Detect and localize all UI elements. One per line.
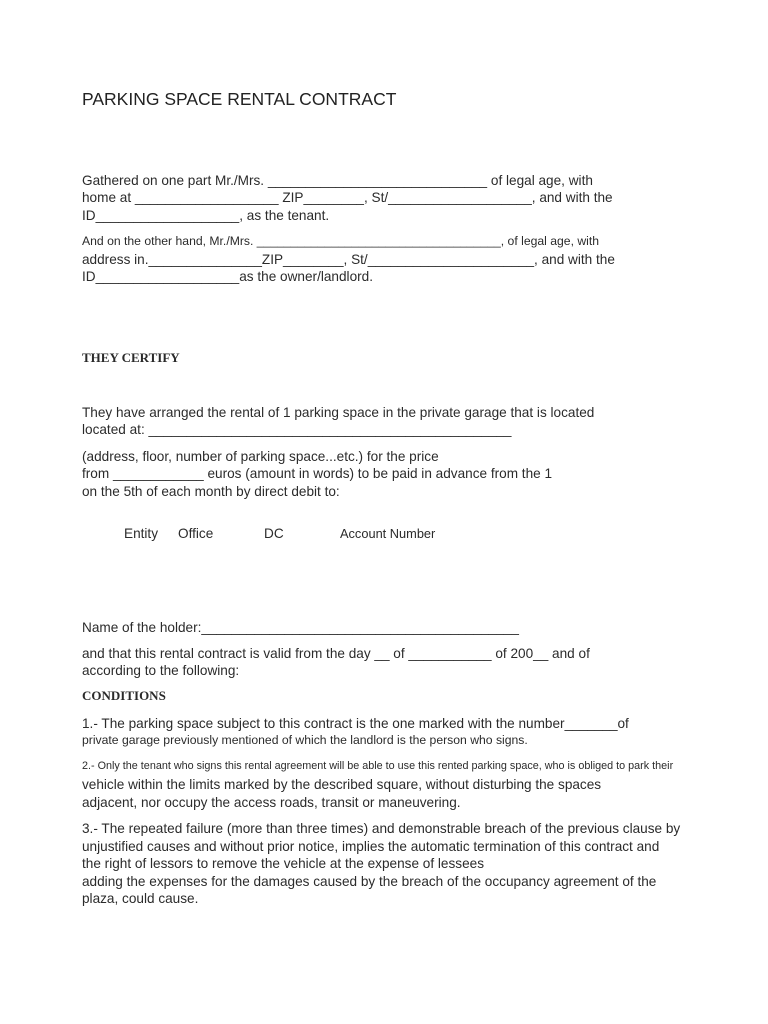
condition-3-line-3: the right of lessors to remove the vehicle at the expense of lessees bbox=[82, 856, 484, 871]
certify-line-3: (address, floor, number of parking space...etc.) for the price bbox=[82, 449, 439, 464]
tenant-line-2: home at ___________________ ZIP________, St/___________________, and with the bbox=[82, 190, 613, 205]
condition-2-line-3: adjacent, nor occupy the access roads, transit or maneuvering. bbox=[82, 795, 461, 810]
certify-heading: THEY CERTIFY bbox=[82, 350, 180, 365]
certify-line-5: on the 5th of each month by direct debit to: bbox=[82, 484, 340, 499]
certify-line-1: They have arranged the rental of 1 parking space in the private garage that is located bbox=[82, 405, 595, 420]
bank-dc-label: DC bbox=[264, 526, 284, 541]
condition-3-line-2: unjustified causes and without prior notice, implies the automatic termination of this contract and bbox=[82, 839, 660, 854]
condition-3-line-4: adding the expenses for the damages caused by the breach of the occupancy agreement of the bbox=[82, 874, 657, 889]
bank-account-label: Account Number bbox=[340, 526, 436, 541]
holder-line: Name of the holder:__________________________________________ bbox=[82, 620, 519, 635]
validity-line-1: and that this rental contract is valid from the day __ of ___________ of 200__ and of bbox=[82, 646, 590, 661]
certify-line-4: from ____________ euros (amount in words) to be paid in advance from the 1 bbox=[82, 466, 553, 481]
certify-line-2: located at: ________________________________________________ bbox=[82, 422, 512, 437]
landlord-line-2: address in._______________ZIP________, St/______________________, and with the bbox=[82, 252, 615, 267]
conditions-heading: CONDITIONS bbox=[82, 688, 166, 703]
condition-1-line-1: 1.- The parking space subject to this contract is the one marked with the number_______of bbox=[82, 716, 629, 731]
condition-1-line-2: private garage previously mentioned of which the landlord is the person who signs. bbox=[82, 733, 528, 747]
landlord-line-1: And on the other hand, Mr./Mrs. ____________________________________, of legal age, with bbox=[82, 234, 600, 248]
page-title: PARKING SPACE RENTAL CONTRACT bbox=[82, 89, 397, 109]
bank-office-label: Office bbox=[178, 526, 214, 541]
tenant-line-3: ID___________________, as the tenant. bbox=[82, 208, 330, 223]
condition-3-line-5: plaza, could cause. bbox=[82, 891, 199, 906]
bank-entity-label: Entity bbox=[124, 526, 158, 541]
validity-line-2: according to the following: bbox=[82, 663, 240, 678]
landlord-line-3: ID___________________as the owner/landlord. bbox=[82, 269, 373, 284]
tenant-line-1: Gathered on one part Mr./Mrs. _____________________________ of legal age, with bbox=[82, 173, 593, 188]
condition-2-line-2: vehicle within the limits marked by the described square, without disturbing the spaces bbox=[82, 777, 602, 792]
condition-2-line-1: 2.- Only the tenant who signs this rental agreement will be able to use this rented parking space, who is obliged to park their bbox=[82, 760, 674, 772]
condition-3-line-1: 3.- The repeated failure (more than three times) and demonstrable breach of the previous clause by bbox=[82, 821, 681, 836]
